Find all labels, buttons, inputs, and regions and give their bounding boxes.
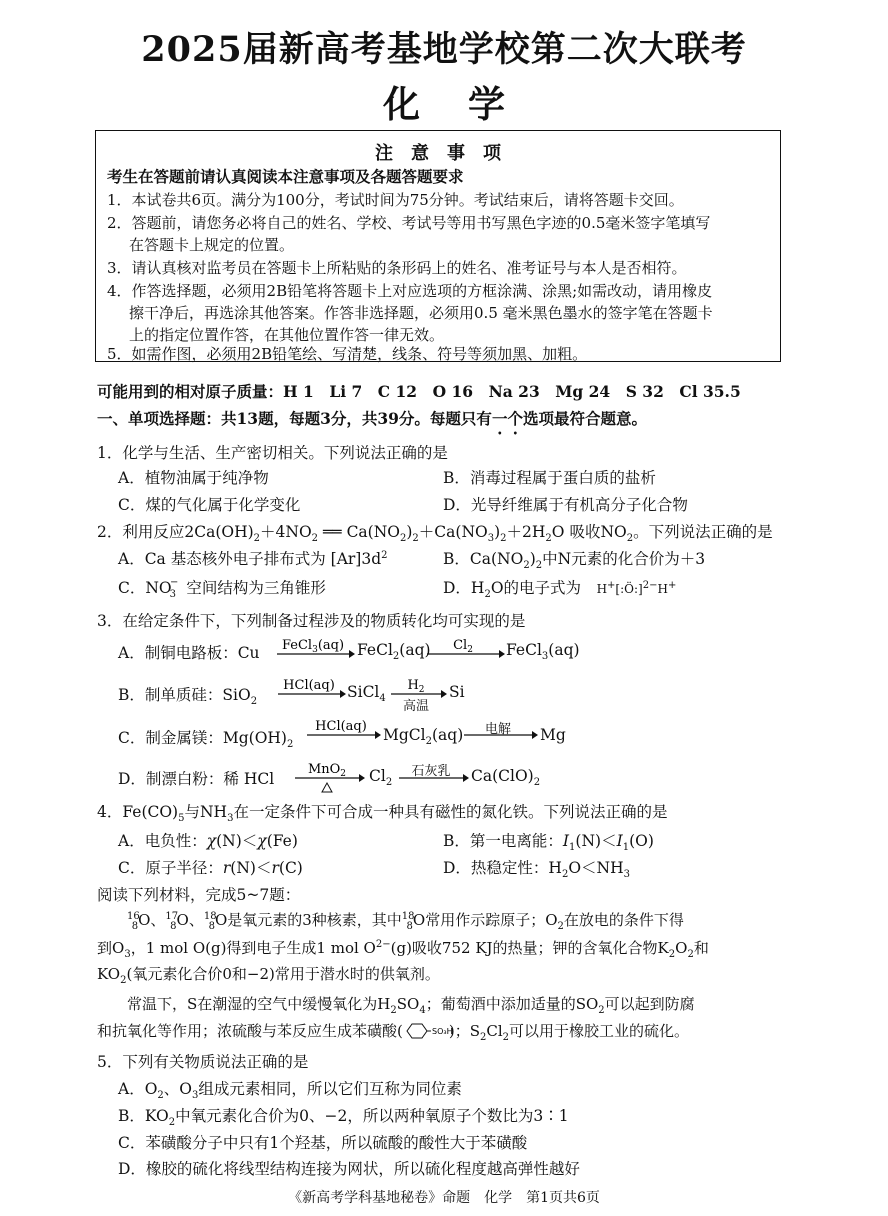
q5-option-c: C．苯磺酸分子中只有1个羟基，所以硫酸的酸性大于苯磺酸 xyxy=(118,1134,528,1152)
svg-text:MnO2: MnO$_2$ xyxy=(307,762,347,779)
q5-option-a-text: A．O xyxy=(118,1080,158,1098)
q3-option-d-label: D．制漂白粉：稀 HCl xyxy=(118,770,275,788)
reading-text: ；葡萄酒中添加适量的SO xyxy=(425,995,599,1013)
q4-stem-text: 在一定条件下可合成一种具有磁性的氮化铁。下列说法正确的是 xyxy=(233,803,668,821)
notice-item: 4．作答选择题，必须用2B铅笔将答题卡上对应选项的方框涂满、涂黑;如需改动，请用橡皮 xyxy=(107,282,713,300)
svg-text:Cl2: $Cl_2$ xyxy=(453,638,473,655)
notice-item: 上的指定位置作答，在其他位置作答一律无效。 xyxy=(129,326,445,344)
q3-a-product1: FeCl$_2$(aq) xyxy=(357,641,431,663)
q3-option-b-label: B．制单质硅：SiO xyxy=(118,686,251,704)
section-heading-emphasis: 一个 xyxy=(491,409,523,428)
q4-stem-text: 4．Fe(CO) xyxy=(97,803,179,821)
q3-option-a xyxy=(118,641,260,663)
reading-text: KO xyxy=(97,965,121,983)
q3-c-product2: Mg xyxy=(540,726,566,744)
reaction-arrow xyxy=(425,639,505,669)
q4-option-d: D．热稳定性：$H_2O<NH_3$ xyxy=(443,859,630,881)
q1-option-b: B．消毒过程属于蛋白质的盐析 xyxy=(443,469,656,487)
q2-stem-text: 2．利用反应 xyxy=(97,523,185,541)
svg-text:H2: $H_2$ xyxy=(407,678,425,695)
q5-option-a: A．$O_2$、$O_3$组成元素相同，所以它们互称为同位素 xyxy=(118,1080,462,1102)
reading-paragraph: 常温下，S在潮湿的空气中缓慢氧化为$H_2SO_4$；葡萄酒中添加适量的$SO_2$可以起到防腐 xyxy=(127,995,695,1016)
q5-option-b: B．$KO_2$中氧元素化合价为0、−2，所以两种氧原子个数比为3∶1 xyxy=(118,1107,569,1129)
q1-stem: 1．化学与生活、生产密切相关。下列说法正确的是 xyxy=(97,444,448,462)
q2-option-b-text: ) xyxy=(529,550,536,568)
reading-text: Cl xyxy=(486,1022,503,1040)
svg-text:HCl(aq): HCl(aq) xyxy=(315,719,367,734)
reading-text: O常用作示踪原子；O xyxy=(412,911,558,929)
reaction-arrow xyxy=(275,639,355,669)
svg-text:HCl(aq): HCl(aq) xyxy=(283,678,335,693)
q3-stem: 3．在给定条件下，下列制备过程涉及的物质转化均可实现的是 xyxy=(97,612,526,630)
page-title: 2025届新高考基地学校第二次大联考 xyxy=(141,29,747,70)
reading-text: 可以起到防腐 xyxy=(604,995,695,1013)
q5-option-d: D．橡胶的硫化将线型结构连接为网状，所以硫化程度越高弹性越好 xyxy=(118,1160,580,1178)
reading-paragraph: $KO_2$(氧元素化合价0和−2)常用于潜水时的供氧剂。 xyxy=(97,965,440,986)
q4-stem: 4．$Fe(CO)_5$与$NH_3$在一定条件下可合成一种具有磁性的氮化铁。下列说法正确的是 xyxy=(97,803,668,825)
reading-text: 和 xyxy=(693,939,709,957)
q5-option-b-text: B．KO xyxy=(118,1107,169,1125)
q3-b-product2: Si xyxy=(449,683,465,701)
condition-electrolysis: 电解 xyxy=(484,722,511,737)
notice-item: 在答题卡上规定的位置。 xyxy=(129,236,295,254)
reading-text: SO xyxy=(396,995,420,1013)
q5-option-a-text: 、O xyxy=(163,1080,192,1098)
reading-text: 和抗氧化等作用；浓硫酸与苯反应生成苯磺酸( xyxy=(97,1022,403,1040)
reading-text: (氧元素化合价0和−2)常用于潜水时的供氧剂。 xyxy=(126,965,440,983)
q3-d-product1: $Cl_2$ xyxy=(369,767,393,789)
q2-option-c: C．$NO_3^-$ 空间结构为三角锥形 xyxy=(118,576,326,601)
q4-option-d-text: D．热稳定性：H xyxy=(443,859,562,877)
notice-title: 注意事项 xyxy=(375,143,519,164)
q3-c-product1: MgCl$_2$(aq) xyxy=(383,726,464,748)
q2-option-d-text: D．H xyxy=(443,579,485,597)
atomic-masses: 可能用到的相对原子质量：H 1 Li 7 C 12 O 16 Na 23 Mg 24 S 32 Cl 35.5 xyxy=(97,382,741,401)
notice-item: 1．本试卷共6页。满分为100分，考试时间为75分钟。考试结束后，请将答题卡交回。 xyxy=(107,191,684,209)
q5-option-b-text: 中氧元素化合价为0、−2，所以两种氧原子个数比为3∶1 xyxy=(175,1107,569,1125)
benzene-ring-icon xyxy=(403,1022,453,1040)
section-heading-part: 选项最符合题意。 xyxy=(522,409,647,428)
q3-option-c: C．制金属镁：$Mg(OH)_2$ xyxy=(118,729,294,751)
reading-text: 到O xyxy=(97,939,125,957)
page-footer: 《新高考学科基地秘卷》命题 化学 第1页共6页 xyxy=(288,1190,600,1206)
q2-option-d-text: O的电子式为 xyxy=(490,579,582,597)
notice-requirement: 考生在答题前请认真阅读本注意事项及各题答题要求 xyxy=(107,167,464,186)
q3-option-a-label: A．制铜电路板：Cu xyxy=(118,644,260,662)
reaction-arrow xyxy=(305,720,381,750)
notice-item: 3．请认真核对监考员在答题卡上所粘贴的条形码上的姓名、准考证号与本人是否相符。 xyxy=(107,259,687,277)
section-heading xyxy=(97,407,647,438)
notice-item: 擦干净后，再选涂其他答案。作答非选择题，必须用0.5 毫米黑色墨水的签字笔在答题卡 xyxy=(129,304,713,322)
reading-text: 常温下，S在潮湿的空气中缓慢氧化为H xyxy=(127,995,391,1013)
q2-stem-text: 吸收NO xyxy=(569,523,627,541)
q1-option-a: A．植物油属于纯净物 xyxy=(118,469,269,487)
reading-intro: 阅读下列材料，完成5~7题： xyxy=(97,886,301,904)
reading-text: O、 xyxy=(176,911,204,929)
q2-option-a: A．Ca 基态核外电子排布式为 $[Ar]3d^2$ xyxy=(118,549,388,568)
reading-text: 在放电的条件下得 xyxy=(563,911,684,929)
q3-option-d xyxy=(118,767,274,789)
q4-stem-text: 与NH xyxy=(184,803,228,821)
reading-text: O xyxy=(675,939,688,957)
svg-text:SO₃H: SO₃H xyxy=(431,1027,453,1036)
q4-option-b-text: B．第一电离能： xyxy=(443,832,563,850)
q2-option-b-text: 中N元素的化合价为＋3 xyxy=(542,550,706,568)
reading-paragraph: 到$O_3$，1 mol O(g)得到电子生成1 mol $O^{2-}(g)$吸收752 KJ的热量；钾的含氧化合物$K_2O_2$和 xyxy=(97,939,709,960)
q2-stem-text: 。下列说法正确的是 xyxy=(633,523,773,541)
q4-option-c-text: C．原子半径： xyxy=(118,859,223,877)
reading-text: O、 xyxy=(138,911,166,929)
notice-item: 2．答题前，请您务必将自己的姓名、学校、考试号等用书写黑色字迹的0.5毫米签字笔填写 xyxy=(107,214,711,232)
reading-paragraph: 和抗氧化等作用；浓硫酸与苯反应生成苯磺酸( SO₃H )；$S_2Cl_2$可以用于橡胶工业的硫化。 xyxy=(97,1022,690,1043)
q4-option-b: B．第一电离能：$I_1(N)<I_1(O)$ xyxy=(443,832,654,854)
q2-option-b: B．$Ca(NO_2)_2$中N元素的化合价为＋3 xyxy=(443,550,706,572)
reaction-arrow xyxy=(293,760,365,796)
condition-lime: 石灰乳 xyxy=(411,764,451,779)
q3-option-b: B．制单质硅：SiO$_2$ xyxy=(118,686,258,708)
reading-text: 可以用于橡胶工业的硫化。 xyxy=(509,1022,690,1040)
q2-option-b-text: B．Ca(NO xyxy=(443,550,524,568)
q2-option-a-text: A．Ca 基态核外电子排布式为 [Ar]3d xyxy=(118,550,382,568)
q3-a-product2: FeCl$_3$(aq) xyxy=(506,641,580,663)
reading-text: ，1 mol O(g)得到电子生成1 mol O xyxy=(130,939,376,957)
q3-option-c-label: C．制金属镁：Mg(OH) xyxy=(118,729,287,747)
q4-option-a-text: A．电负性： xyxy=(118,832,207,850)
q1-option-d: D．光导纤维属于有机高分子化合物 xyxy=(443,496,688,514)
q4-option-a: A．电负性：χ(N)＜χ(Fe) xyxy=(118,832,298,850)
reading-text: )；S xyxy=(448,1022,480,1040)
reading-text: (g)吸收752 KJ的热量；钾的含氧化合物K xyxy=(390,939,669,957)
q2-option-c-text: 空间结构为三角锥形 xyxy=(186,579,326,597)
condition-high-temp: 高温 xyxy=(402,699,429,714)
q2-option-d: D．$H_2O$的电子式为 H+[:Ö:]$^{2-}$H+ xyxy=(443,579,677,601)
q5-option-a-text: 组成元素相同，所以它们互称为同位素 xyxy=(198,1080,462,1098)
q3-d-product2: $Ca(ClO)_2$ xyxy=(471,767,541,789)
q2-stem: 2．利用反应$2Ca(OH)_2+4NO_2$ ══ $Ca(NO_2)_2+Ca(NO_3)_2+2H_2O$ 吸收$NO_2$。下列说法正确的是 xyxy=(97,523,773,545)
reading-paragraph: $^{16}_8$O、$^{17}_8$O、$^{18}_8$O是氧元素的3种核素，其中$^{18}_8$O常用作示踪原子；$O_2$在放电的条件下得 xyxy=(127,911,684,932)
q4-option-c: C．原子半径：r(N)＜r(C) xyxy=(118,859,303,877)
subject-title: 化学 xyxy=(383,82,553,126)
section-heading-part: 一、单项选择题：共13题，每题3分，共39分。每题只有 xyxy=(97,409,492,428)
reaction-arrow xyxy=(276,679,346,709)
q3-b-product1: SiCl$_4$ xyxy=(347,683,386,705)
q5-stem: 5．下列有关物质说法正确的是 xyxy=(97,1053,309,1071)
reading-text: O是氧元素的3种核素，其中 xyxy=(214,911,402,929)
q2-option-c-text: C．NO xyxy=(118,579,172,597)
q1-option-c: C．煤的气化属于化学变化 xyxy=(118,496,301,514)
notice-item: 5．如需作图，必须用2B铅笔绘、写清楚，线条、符号等须加黑、加粗。 xyxy=(107,345,588,363)
svg-text:FeCl3(aq): FeCl$_3$(aq) xyxy=(281,638,345,655)
notice-box xyxy=(95,130,781,362)
